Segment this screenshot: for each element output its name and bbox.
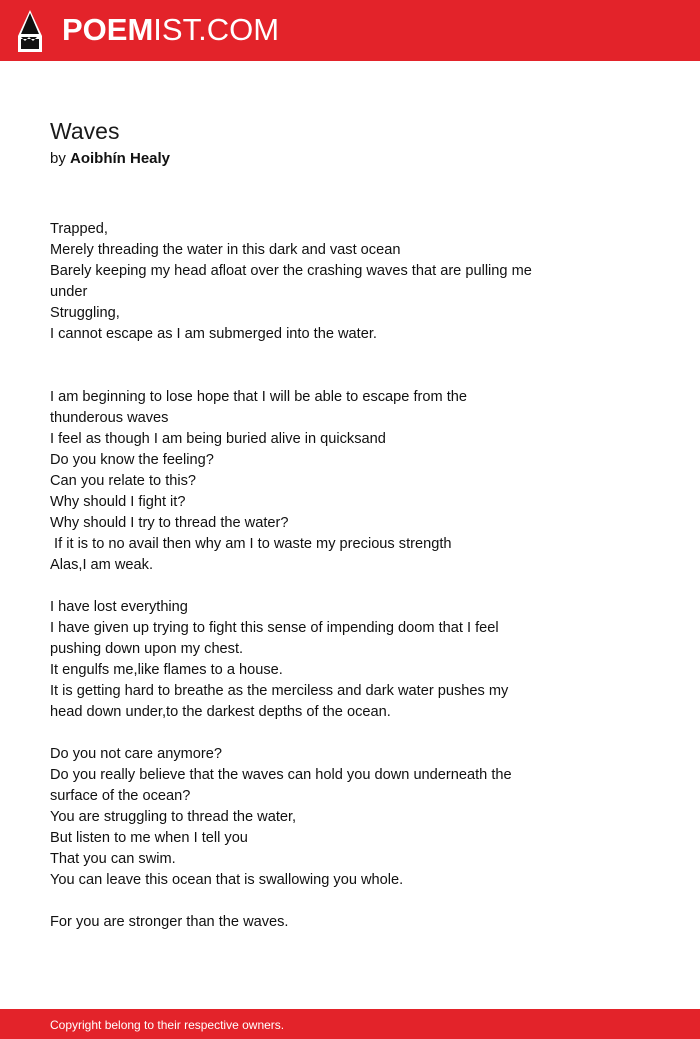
poem-line: Why should I fight it? <box>50 494 186 510</box>
poem-line: head down under,to the darkest depths of the ocean. <box>50 704 391 720</box>
poem-title: Waves <box>50 118 120 144</box>
copyright-text: Copyright belong to their respective owners. <box>50 1018 285 1032</box>
poem-line: I have given up trying to fight this sense of impending doom that I feel <box>50 620 499 636</box>
by-label: by <box>50 150 66 167</box>
poem-byline <box>50 148 170 169</box>
poem-line: surface of the ocean? <box>50 788 191 804</box>
poem-line: I have lost everything <box>50 599 188 615</box>
poem-line: thunderous waves <box>50 410 169 426</box>
poem-line: It is getting hard to breathe as the merciless and dark water pushes my <box>50 683 509 699</box>
poem-line: I am beginning to lose hope that I will be able to escape from the <box>50 389 467 405</box>
logo-light-text: IST.COM <box>153 12 280 47</box>
logo-bold-text: POEM <box>62 12 154 47</box>
poem-line: For you are stronger than the waves. <box>50 914 289 930</box>
site-header <box>0 0 700 61</box>
poem-line: Do you know the feeling? <box>50 452 214 468</box>
poem-line: You can leave this ocean that is swallowing you whole. <box>50 872 404 888</box>
poem-line: But listen to me when I tell you <box>50 830 248 846</box>
poem-line: Struggling, <box>50 305 120 321</box>
poem-stanza <box>50 219 590 345</box>
poem-line: It engulfs me,like flames to a house. <box>50 662 283 678</box>
poem-author: Aoibhín Healy <box>70 150 171 167</box>
poem-line: under <box>50 284 88 300</box>
poem-line: Barely keeping my head afloat over the crashing waves that are pulling me <box>50 263 532 279</box>
site-logo[interactable] <box>62 12 279 48</box>
poem-line: You are struggling to thread the water, <box>50 809 297 825</box>
poem-line: Can you relate to this? <box>50 473 197 489</box>
poem-line: Do you really believe that the waves can hold you down underneath the <box>50 767 512 783</box>
poem-line: I feel as though I am being buried alive in quicksand <box>50 431 386 447</box>
poem-line: That you can swim. <box>50 851 176 867</box>
site-footer <box>0 1009 700 1039</box>
poem-line: Alas,I am weak. <box>50 557 154 573</box>
poem-line: Merely threading the water in this dark and vast ocean <box>50 242 401 258</box>
poem-stanza <box>50 387 590 576</box>
poem-stanza <box>50 597 590 723</box>
poem-body <box>50 219 590 933</box>
poem-line: pushing down upon my chest. <box>50 641 244 657</box>
poem-stanza <box>50 744 590 891</box>
poem-line: If it is to no avail then why am I to waste my precious strength <box>50 536 452 552</box>
poem-line: Do you not care anymore? <box>50 746 222 762</box>
pencil-icon[interactable] <box>18 10 42 52</box>
poem-line: Why should I try to thread the water? <box>50 515 289 531</box>
poem-line: I cannot escape as I am submerged into the water. <box>50 326 377 342</box>
poem-line: Trapped, <box>50 221 108 237</box>
poem-stanza <box>50 912 590 933</box>
